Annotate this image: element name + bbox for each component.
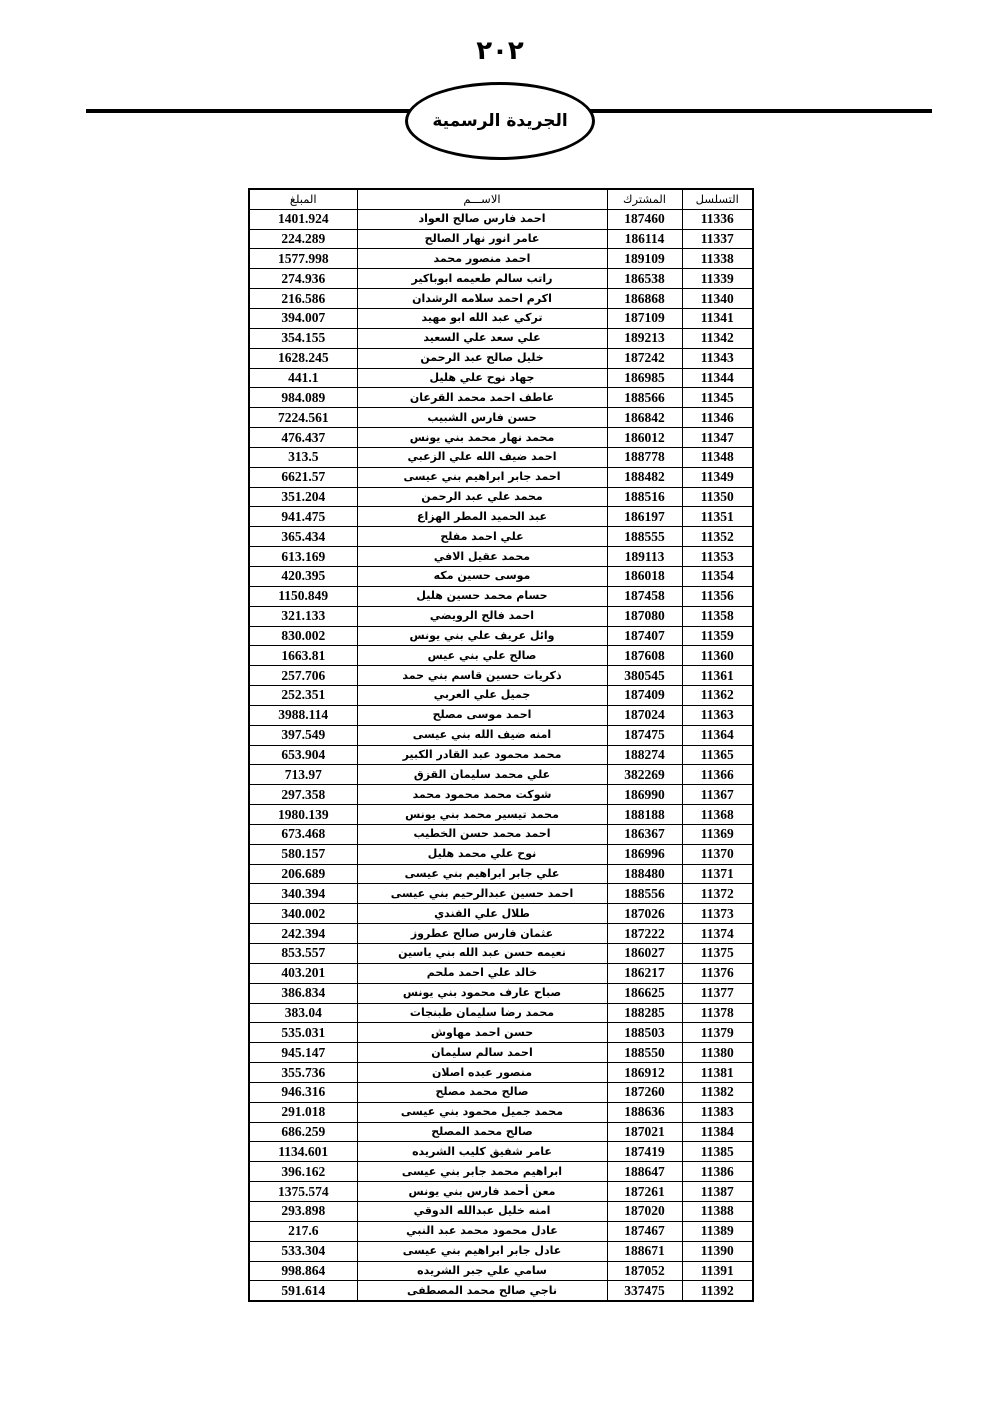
cell-amount: 206.689 (249, 864, 357, 884)
page-number: ٢٠٢ (476, 36, 524, 66)
cell-subscriber: 186996 (607, 844, 682, 864)
table-row (249, 805, 753, 825)
cell-serial: 11365 (682, 745, 753, 765)
cell-subscriber: 188274 (607, 745, 682, 765)
table-row (249, 904, 753, 924)
table-row (249, 924, 753, 944)
cell-subscriber: 188550 (607, 1043, 682, 1063)
cell-name: حسام محمد حسين هليل (357, 586, 607, 606)
cell-amount: 713.97 (249, 765, 357, 785)
table-row (249, 1162, 753, 1182)
cell-subscriber: 187026 (607, 904, 682, 924)
cell-amount: 476.437 (249, 428, 357, 448)
cell-name: امنه ضيف الله بني عيسى (357, 725, 607, 745)
table-row (249, 487, 753, 507)
cell-subscriber: 187458 (607, 586, 682, 606)
cell-amount: 1375.574 (249, 1182, 357, 1202)
cell-serial: 11369 (682, 824, 753, 844)
table-row (249, 666, 753, 686)
table-row (249, 566, 753, 586)
cell-amount: 1150.849 (249, 586, 357, 606)
table-row (249, 467, 753, 487)
cell-serial: 11340 (682, 289, 753, 309)
table-row (249, 844, 753, 864)
cell-serial: 11386 (682, 1162, 753, 1182)
cell-serial: 11349 (682, 467, 753, 487)
cell-amount: 535.031 (249, 1023, 357, 1043)
header-amount: المبلغ (249, 189, 357, 209)
cell-name: عبد الحميد المطر الهزاع (357, 507, 607, 527)
cell-serial: 11354 (682, 566, 753, 586)
cell-subscriber: 187460 (607, 209, 682, 229)
cell-subscriber: 187260 (607, 1082, 682, 1102)
cell-serial: 11342 (682, 328, 753, 348)
cell-name: تركي عبد الله ابو مهيد (357, 309, 607, 329)
cell-name: محمد علي عبد الرحمن (357, 487, 607, 507)
cell-amount: 591.614 (249, 1281, 357, 1301)
cell-amount: 6621.57 (249, 467, 357, 487)
cell-amount: 293.898 (249, 1201, 357, 1221)
cell-serial: 11372 (682, 884, 753, 904)
cell-name: علي جابر ابراهيم بني عيسى (357, 864, 607, 884)
cell-serial: 11375 (682, 944, 753, 964)
cell-subscriber: 186842 (607, 408, 682, 428)
cell-amount: 216.586 (249, 289, 357, 309)
cell-name: موسى حسين مكه (357, 566, 607, 586)
cell-serial: 11337 (682, 229, 753, 249)
cell-subscriber: 187419 (607, 1142, 682, 1162)
cell-subscriber: 187242 (607, 348, 682, 368)
cell-amount: 313.5 (249, 447, 357, 467)
cell-subscriber: 188636 (607, 1102, 682, 1122)
cell-amount: 396.162 (249, 1162, 357, 1182)
cell-serial: 11338 (682, 249, 753, 269)
cell-serial: 11378 (682, 1003, 753, 1023)
table-row (249, 686, 753, 706)
table-row (249, 1043, 753, 1063)
cell-serial: 11391 (682, 1261, 753, 1281)
cell-subscriber: 188778 (607, 447, 682, 467)
cell-amount: 1577.998 (249, 249, 357, 269)
cell-name: جهاد نوح علي هليل (357, 368, 607, 388)
cell-serial: 11390 (682, 1241, 753, 1261)
cell-subscriber: 188555 (607, 527, 682, 547)
table-row (249, 765, 753, 785)
cell-serial: 11356 (682, 586, 753, 606)
table-row (249, 527, 753, 547)
cell-amount: 653.904 (249, 745, 357, 765)
cell-subscriber: 188482 (607, 467, 682, 487)
cell-subscriber: 186217 (607, 963, 682, 983)
cell-subscriber: 187109 (607, 309, 682, 329)
cell-name: محمد نهار محمد بني يونس (357, 428, 607, 448)
records-table (248, 188, 754, 1302)
table-row (249, 1201, 753, 1221)
cell-subscriber: 337475 (607, 1281, 682, 1301)
table-row (249, 408, 753, 428)
table-row (249, 547, 753, 567)
table-body (249, 209, 753, 1301)
cell-subscriber: 186912 (607, 1063, 682, 1083)
cell-amount: 403.201 (249, 963, 357, 983)
cell-name: ناجي صالح محمد المصطفى (357, 1281, 607, 1301)
cell-serial: 11344 (682, 368, 753, 388)
cell-name: علي احمد مفلح (357, 527, 607, 547)
cell-name: محمد محمود عبد القادر الكبير (357, 745, 607, 765)
table-row (249, 785, 753, 805)
cell-serial: 11360 (682, 646, 753, 666)
cell-subscriber: 188188 (607, 805, 682, 825)
cell-name: احمد منصور محمد (357, 249, 607, 269)
table-row (249, 705, 753, 725)
cell-serial: 11359 (682, 626, 753, 646)
cell-amount: 242.394 (249, 924, 357, 944)
table-row (249, 1182, 753, 1202)
cell-serial: 11358 (682, 606, 753, 626)
cell-subscriber: 186367 (607, 824, 682, 844)
table-row (249, 646, 753, 666)
table-row (249, 944, 753, 964)
cell-subscriber: 186538 (607, 269, 682, 289)
cell-subscriber: 187052 (607, 1261, 682, 1281)
table-row (249, 229, 753, 249)
cell-name: صالح محمد مصلح (357, 1082, 607, 1102)
cell-serial: 11370 (682, 844, 753, 864)
cell-serial: 11388 (682, 1201, 753, 1221)
cell-name: صالح محمد المصلح (357, 1122, 607, 1142)
cell-subscriber: 186985 (607, 368, 682, 388)
cell-name: محمد رضا سليمان طبنجات (357, 1003, 607, 1023)
cell-subscriber: 186114 (607, 229, 682, 249)
masthead-oval (405, 82, 595, 160)
cell-serial: 11383 (682, 1102, 753, 1122)
cell-subscriber: 189213 (607, 328, 682, 348)
table-row (249, 963, 753, 983)
table-row (249, 1102, 753, 1122)
table-row (249, 428, 753, 448)
table-row (249, 447, 753, 467)
table-row (249, 725, 753, 745)
cell-subscriber: 187080 (607, 606, 682, 626)
table-row (249, 269, 753, 289)
cell-amount: 998.864 (249, 1261, 357, 1281)
cell-amount: 321.133 (249, 606, 357, 626)
cell-amount: 291.018 (249, 1102, 357, 1122)
cell-name: عاطف احمد محمد القرعان (357, 388, 607, 408)
cell-subscriber: 186868 (607, 289, 682, 309)
cell-subscriber: 187409 (607, 686, 682, 706)
cell-amount: 340.002 (249, 904, 357, 924)
cell-serial: 11382 (682, 1082, 753, 1102)
cell-subscriber: 186018 (607, 566, 682, 586)
cell-name: احمد فالح الرويضي (357, 606, 607, 626)
table-row (249, 368, 753, 388)
cell-name: محمد تيسير محمد بني يونس (357, 805, 607, 825)
cell-serial: 11343 (682, 348, 753, 368)
table-row (249, 289, 753, 309)
table-row (249, 626, 753, 646)
table-row (249, 1023, 753, 1043)
table-row (249, 864, 753, 884)
cell-subscriber: 186990 (607, 785, 682, 805)
cell-amount: 257.706 (249, 666, 357, 686)
cell-serial: 11366 (682, 765, 753, 785)
table-row (249, 1261, 753, 1281)
cell-serial: 11361 (682, 666, 753, 686)
cell-serial: 11373 (682, 904, 753, 924)
table-row (249, 1281, 753, 1301)
cell-subscriber: 187261 (607, 1182, 682, 1202)
cell-serial: 11347 (682, 428, 753, 448)
table-row (249, 824, 753, 844)
cell-name: عثمان فارس صالح عطروز (357, 924, 607, 944)
cell-name: احمد فارس صالح العواد (357, 209, 607, 229)
cell-serial: 11389 (682, 1221, 753, 1241)
cell-serial: 11350 (682, 487, 753, 507)
table-row (249, 1221, 753, 1241)
cell-amount: 673.468 (249, 824, 357, 844)
cell-name: عامر انور نهار الصالح (357, 229, 607, 249)
cell-amount: 1401.924 (249, 209, 357, 229)
cell-name: سامي علي جبر الشريده (357, 1261, 607, 1281)
cell-name: طلال علي الفندي (357, 904, 607, 924)
cell-subscriber: 187467 (607, 1221, 682, 1241)
table-row (249, 388, 753, 408)
cell-name: منصور عبده اصلان (357, 1063, 607, 1083)
header-name: الاســـم (357, 189, 607, 209)
cell-serial: 11380 (682, 1043, 753, 1063)
cell-serial: 11392 (682, 1281, 753, 1301)
cell-amount: 686.259 (249, 1122, 357, 1142)
cell-amount: 340.394 (249, 884, 357, 904)
cell-serial: 11376 (682, 963, 753, 983)
cell-amount: 7224.561 (249, 408, 357, 428)
header-subscriber: المشترك (607, 189, 682, 209)
cell-serial: 11336 (682, 209, 753, 229)
cell-amount: 351.204 (249, 487, 357, 507)
cell-serial: 11371 (682, 864, 753, 884)
cell-amount: 853.557 (249, 944, 357, 964)
cell-subscriber: 187608 (607, 646, 682, 666)
cell-amount: 420.395 (249, 566, 357, 586)
cell-name: علي محمد سليمان القزق (357, 765, 607, 785)
cell-serial: 11379 (682, 1023, 753, 1043)
table-row (249, 1082, 753, 1102)
cell-amount: 830.002 (249, 626, 357, 646)
cell-name: معن أحمد فارس بني يونس (357, 1182, 607, 1202)
cell-subscriber: 187407 (607, 626, 682, 646)
cell-subscriber: 188516 (607, 487, 682, 507)
cell-subscriber: 188647 (607, 1162, 682, 1182)
cell-subscriber: 187475 (607, 725, 682, 745)
cell-amount: 3988.114 (249, 705, 357, 725)
table-row (249, 1122, 753, 1142)
cell-name: صباح عارف محمود بني يونس (357, 983, 607, 1003)
cell-name: امنه خليل عبدالله الدوقي (357, 1201, 607, 1221)
cell-name: راتب سالم طعيمه ابوباكير (357, 269, 607, 289)
cell-name: احمد سالم سليمان (357, 1043, 607, 1063)
cell-serial: 11353 (682, 547, 753, 567)
cell-amount: 365.434 (249, 527, 357, 547)
table-row (249, 745, 753, 765)
table-row (249, 1003, 753, 1023)
cell-amount: 1663.81 (249, 646, 357, 666)
cell-name: احمد موسى مصلح (357, 705, 607, 725)
header-serial: التسلسل (682, 189, 753, 209)
cell-name: علي سعد علي السعيد (357, 328, 607, 348)
cell-serial: 11346 (682, 408, 753, 428)
cell-serial: 11345 (682, 388, 753, 408)
cell-amount: 274.936 (249, 269, 357, 289)
cell-subscriber: 186625 (607, 983, 682, 1003)
cell-amount: 355.736 (249, 1063, 357, 1083)
cell-serial: 11351 (682, 507, 753, 527)
cell-amount: 1134.601 (249, 1142, 357, 1162)
cell-serial: 11363 (682, 705, 753, 725)
cell-amount: 252.351 (249, 686, 357, 706)
cell-amount: 383.04 (249, 1003, 357, 1023)
cell-name: نوح علي محمد هليل (357, 844, 607, 864)
cell-subscriber: 188671 (607, 1241, 682, 1261)
cell-name: محمد عقيل الافي (357, 547, 607, 567)
cell-amount: 580.157 (249, 844, 357, 864)
cell-name: جميل علي العربي (357, 686, 607, 706)
cell-subscriber: 187222 (607, 924, 682, 944)
cell-serial: 11381 (682, 1063, 753, 1083)
cell-subscriber: 188285 (607, 1003, 682, 1023)
cell-name: ذكريات حسين قاسم بني حمد (357, 666, 607, 686)
cell-serial: 11341 (682, 309, 753, 329)
cell-name: عادل جابر ابراهيم بني عيسى (357, 1241, 607, 1261)
table-row (249, 586, 753, 606)
cell-name: احمد ضيف الله علي الزعبي (357, 447, 607, 467)
cell-amount: 441.1 (249, 368, 357, 388)
cell-subscriber: 187021 (607, 1122, 682, 1142)
cell-serial: 11339 (682, 269, 753, 289)
table-row (249, 348, 753, 368)
cell-serial: 11348 (682, 447, 753, 467)
table-row (249, 328, 753, 348)
cell-subscriber: 382269 (607, 765, 682, 785)
cell-amount: 533.304 (249, 1241, 357, 1261)
cell-subscriber: 188556 (607, 884, 682, 904)
table-row (249, 606, 753, 626)
cell-subscriber: 187020 (607, 1201, 682, 1221)
cell-subscriber: 189109 (607, 249, 682, 269)
cell-serial: 11385 (682, 1142, 753, 1162)
cell-name: حسن فارس الشبيب (357, 408, 607, 428)
cell-subscriber: 188503 (607, 1023, 682, 1043)
cell-name: عامر شفيق كليب الشريده (357, 1142, 607, 1162)
cell-amount: 941.475 (249, 507, 357, 527)
cell-name: احمد جابر ابراهيم بني عيسى (357, 467, 607, 487)
table-row (249, 983, 753, 1003)
cell-serial: 11367 (682, 785, 753, 805)
cell-amount: 984.089 (249, 388, 357, 408)
cell-name: حسن احمد مهاوش (357, 1023, 607, 1043)
cell-name: خالد علي احمد ملحم (357, 963, 607, 983)
cell-amount: 397.549 (249, 725, 357, 745)
masthead-title: الجريدة الرسمية (432, 111, 568, 131)
cell-amount: 1980.139 (249, 805, 357, 825)
cell-serial: 11377 (682, 983, 753, 1003)
cell-subscriber: 186197 (607, 507, 682, 527)
table-row (249, 1142, 753, 1162)
cell-amount: 386.834 (249, 983, 357, 1003)
cell-name: احمد محمد حسن الخطيب (357, 824, 607, 844)
cell-subscriber: 188480 (607, 864, 682, 884)
cell-serial: 11352 (682, 527, 753, 547)
cell-serial: 11387 (682, 1182, 753, 1202)
cell-amount: 224.289 (249, 229, 357, 249)
cell-serial: 11368 (682, 805, 753, 825)
cell-amount: 1628.245 (249, 348, 357, 368)
cell-name: خليل صالح عبد الرحمن (357, 348, 607, 368)
table-row (249, 209, 753, 229)
table-row (249, 249, 753, 269)
cell-amount: 354.155 (249, 328, 357, 348)
cell-amount: 613.169 (249, 547, 357, 567)
cell-subscriber: 187024 (607, 705, 682, 725)
cell-amount: 946.316 (249, 1082, 357, 1102)
cell-subscriber: 186027 (607, 944, 682, 964)
table-row (249, 1063, 753, 1083)
cell-serial: 11374 (682, 924, 753, 944)
cell-subscriber: 186012 (607, 428, 682, 448)
table-row (249, 507, 753, 527)
cell-name: نعيمه حسن عبد الله بني ياسين (357, 944, 607, 964)
table-header-row (249, 189, 753, 209)
cell-amount: 945.147 (249, 1043, 357, 1063)
cell-name: ابراهيم محمد جابر بني عيسى (357, 1162, 607, 1182)
table-row (249, 1241, 753, 1261)
cell-name: احمد حسين عبدالرحيم بني عيسى (357, 884, 607, 904)
table-row (249, 309, 753, 329)
table-row (249, 884, 753, 904)
cell-name: محمد جميل محمود بني عيسى (357, 1102, 607, 1122)
cell-serial: 11384 (682, 1122, 753, 1142)
cell-serial: 11364 (682, 725, 753, 745)
cell-amount: 297.358 (249, 785, 357, 805)
cell-name: عادل محمود محمد عبد النبي (357, 1221, 607, 1241)
cell-subscriber: 188566 (607, 388, 682, 408)
cell-name: شوكت محمد محمود محمد (357, 785, 607, 805)
cell-subscriber: 189113 (607, 547, 682, 567)
cell-amount: 394.007 (249, 309, 357, 329)
cell-name: صالح علي بني عيس (357, 646, 607, 666)
cell-amount: 217.6 (249, 1221, 357, 1241)
cell-serial: 11362 (682, 686, 753, 706)
cell-subscriber: 380545 (607, 666, 682, 686)
cell-name: اكرم احمد سلامه الرشدان (357, 289, 607, 309)
cell-name: وائل عريف علي بني يونس (357, 626, 607, 646)
